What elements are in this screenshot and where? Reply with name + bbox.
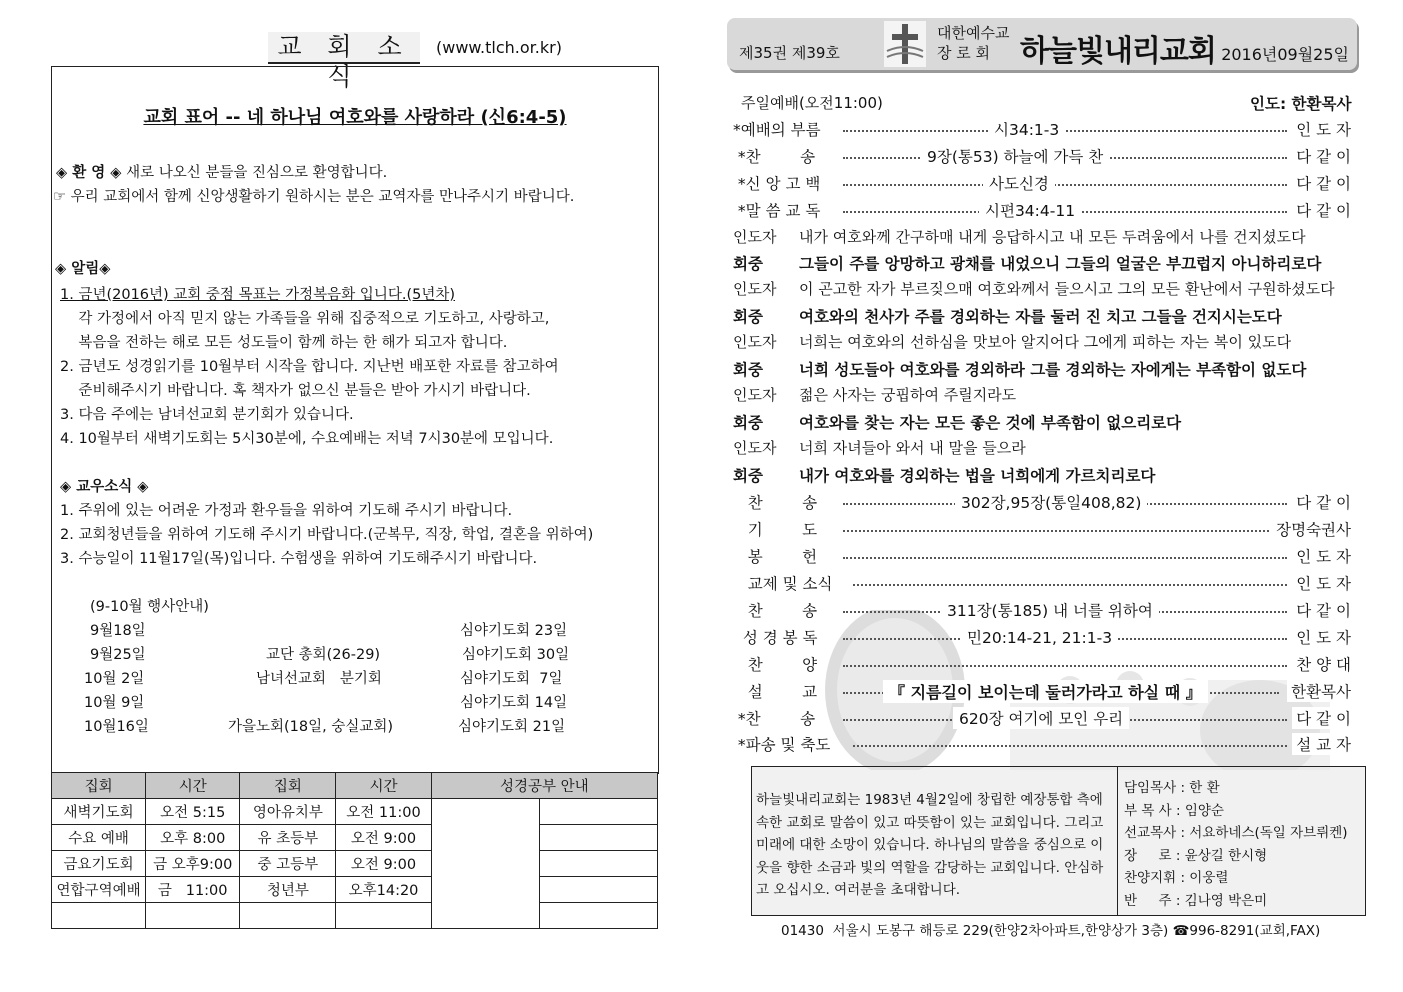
speaker: 인도자 (733, 280, 777, 298)
worship-order-item (733, 197, 1351, 223)
event-prayer: 심야기도회 30일 (462, 647, 570, 663)
bulletin-date: 2016년09월25일 (1221, 45, 1349, 64)
table-cell: 금 오후9:00 (146, 851, 240, 877)
events-heading: (9-10월 행사안내) (90, 599, 209, 615)
notice-line: 복음을 전하는 해로 모든 성도들이 함께 하는 한 해가 되고자 합니다. (60, 335, 508, 351)
church-address: 01430 서울시 도봉구 해등로 229(한양2차아파트,한양상가 3층) ☎996-8291(교회,FAX) (781, 923, 1321, 939)
event-prayer: 심야기도회 14일 (460, 695, 568, 711)
column-header: 성경공부 안내 (431, 773, 657, 799)
notice-line: 각 가정에서 아직 믿지 않는 가족들을 위해 집중적으로 기도하고, 사랑하고, (60, 311, 550, 327)
order-item-name: 성 경 봉 독 (733, 626, 822, 648)
reading-text: 너희 성도들아 여호와를 경외하라 그를 경외하는 자에게는 부족함이 없도다 (799, 361, 1307, 379)
responsive-reading-line (733, 305, 1282, 327)
bible-study-cell (539, 799, 657, 825)
speaker: 인도자 (733, 333, 777, 351)
worship-order-item (733, 678, 1351, 704)
order-item-detail: 사도신경 (983, 172, 1055, 194)
worship-order-item (733, 143, 1351, 169)
table-row (52, 903, 658, 929)
order-item-detail: 302장,95장(통일408,82) (955, 491, 1147, 513)
table-row (52, 851, 658, 877)
speaker: 인도자 (733, 439, 777, 457)
reading-text: 여호와의 천사가 주를 경외하는 자를 둘러 진 치고 그들을 건지시는도다 (799, 308, 1282, 326)
bible-study-cell (539, 877, 657, 903)
worship-title: 주일예배(오전11:00) (741, 94, 883, 112)
table-cell: 오전 11:00 (336, 799, 431, 825)
table-row (52, 877, 658, 903)
table-cell: 오전 9:00 (336, 825, 431, 851)
table-cell: 영아유치부 (240, 799, 336, 825)
order-item-detail: 311장(통185) 내 너를 위하여 (941, 599, 1159, 621)
table-header-row (52, 773, 658, 799)
speaker: 회중 (733, 361, 763, 379)
order-item-person: 다 같 이 (1292, 491, 1351, 513)
order-item-detail: 620장 여기에 모인 우리 (953, 707, 1129, 729)
table-cell: 청년부 (240, 877, 336, 903)
order-item-person: 장명숙권사 (1272, 518, 1351, 540)
reading-text: 여호와를 찾는 자는 모든 좋은 것에 부족함이 없으리로다 (799, 414, 1182, 432)
table-cell (240, 903, 336, 929)
table-cell: 새벽기도회 (52, 799, 146, 825)
event-date: 9월18일 (90, 623, 146, 639)
responsive-reading-line (733, 437, 1026, 458)
worship-order-item (733, 624, 1351, 650)
column-header: 시간 (146, 773, 240, 799)
event-name: 교단 총회(26-29) (266, 647, 381, 663)
reading-text: 너희는 여호와의 선하심을 맛보아 알지어다 그에게 피하는 자는 복이 있도다 (799, 333, 1292, 351)
member-news-line: 2. 교회청년들을 위하여 기도해 주시기 바랍니다.(군복무, 직장, 학업, 결혼을 위하여) (60, 527, 594, 543)
order-item-person: 인 도 자 (1292, 626, 1351, 648)
event-date: 9월25일 (90, 647, 146, 663)
bible-study-cell (539, 851, 657, 877)
speaker: 회중 (733, 414, 763, 432)
table-cell: 중 고등부 (240, 851, 336, 877)
responsive-reading-line (733, 278, 1335, 299)
order-item-name: 설 교 (733, 680, 821, 702)
worship-leader: 인도: 한환목사 (1250, 95, 1352, 113)
order-item-name: 찬 송 (733, 599, 821, 621)
notice-line: 1. 금년(2016년) 교회 중점 목표는 가정복음화 입니다.(5년차) (60, 287, 455, 303)
worship-order-item (733, 489, 1351, 515)
table-cell: 금요기도회 (52, 851, 146, 877)
order-item-person: 다 같 이 (1292, 599, 1351, 621)
order-item-name: 찬 송 (733, 491, 821, 513)
news-box (51, 66, 659, 774)
responsive-reading-line (733, 331, 1291, 352)
column-header: 시간 (336, 773, 431, 799)
table-cell: 오후 8:00 (146, 825, 240, 851)
reading-text: 젊은 사자는 궁핍하여 주릴지라도 (799, 386, 1017, 404)
order-item-person: 다 같 이 (1292, 172, 1351, 194)
denomination-line: 대한예수교 (937, 24, 1010, 42)
responsive-reading-line (733, 411, 1181, 433)
event-name: 남녀선교회 분기회 (256, 671, 382, 687)
notice-line: 3. 다음 주에는 남녀선교회 분기회가 있습니다. (60, 407, 354, 423)
table-cell: 오후14:20 (336, 877, 431, 903)
order-item-detail: 민20:14-21, 21:1-3 (961, 626, 1118, 648)
worship-order-item (733, 570, 1351, 596)
order-item-person: 인 도 자 (1292, 545, 1351, 567)
speaker: 인도자 (733, 386, 777, 404)
welcome-text: 새로 나오신 분들을 진심으로 환영합니다. (126, 165, 388, 181)
reading-text: 너희 자녀들아 와서 내 말을 들으라 (799, 439, 1026, 457)
volume-number: 제35권 제39호 (739, 44, 840, 62)
worship-order-item (733, 731, 1351, 757)
worship-order-item (733, 516, 1351, 542)
responsive-reading-line (733, 226, 1306, 247)
table-row (52, 825, 658, 851)
order-item-person: 다 같 이 (1292, 199, 1351, 221)
event-date: 10월 9일 (84, 695, 145, 711)
church-info-box (751, 766, 1366, 916)
event-prayer: 심야기도회 21일 (458, 719, 566, 735)
table-cell (52, 903, 146, 929)
responsive-reading-line (733, 464, 1155, 486)
table-cell: 유 초등부 (240, 825, 336, 851)
responsive-reading-line (733, 384, 1016, 405)
order-item-person: 한환목사 (1287, 680, 1351, 702)
welcome-note: ☞ 우리 교회에서 함께 신앙생활하기 원하시는 분은 교역자를 만나주시기 바랍니다. (53, 189, 575, 205)
event-date: 10월16일 (84, 719, 149, 735)
order-item-name: *예배의 부름 (733, 118, 825, 140)
order-item-name: 찬 양 (733, 653, 821, 675)
event-prayer: 심야기도회 23일 (460, 623, 568, 639)
church-name: 하늘빛내리교회 (1020, 34, 1216, 69)
order-item-name: *말 씀 교 독 (733, 199, 824, 221)
worship-order-item (733, 116, 1351, 142)
order-item-name: *파송 및 축도 (733, 733, 834, 755)
bible-study-cell (539, 825, 657, 851)
table-cell (146, 903, 240, 929)
event-prayer: 심야기도회 7일 (460, 671, 563, 687)
order-item-name: 봉 헌 (733, 545, 821, 567)
website-url[interactable]: (www.tlch.or.kr) (436, 38, 562, 57)
staff-entry: 반 주 : 김나영 박은미 (1124, 892, 1268, 909)
member-news-line: 1. 주위에 있는 어려운 가정과 환우들을 위하여 기도해 주시기 바랍니다. (60, 503, 513, 519)
member-news-line: 3. 수능일이 11월17일(목)입니다. 수험생을 위하여 기도해주시기 바랍니다. (60, 551, 538, 567)
worship-order-item (733, 597, 1351, 623)
notice-line: 4. 10월부터 새벽기도회는 5시30분에, 수요예배는 저녁 7시30분에 모입니다. (60, 431, 554, 447)
responsive-reading-line (733, 252, 1321, 274)
cross-logo-icon (884, 21, 926, 67)
staff-list (1124, 777, 1348, 912)
order-item-person: 인 도 자 (1292, 572, 1351, 594)
worship-order-item (733, 170, 1351, 196)
bible-study-cell (431, 799, 539, 929)
table-cell: 금 11:00 (146, 877, 240, 903)
church-introduction: 하늘빛내리교회는 1983년 4월2일에 창립한 예장통합 측에 속한 교회로 말씀이 있고 따뜻함이 있는 교회입니다. 그리고 미래에 대한 소망이 있습니다. 하나님의 말씀을 중심으로 이웃을 향한 소금과 빛의 역할을 감당하는 교회입니다. 안심하고 오십시오. 여러분을 초대합니다. (756, 792, 1104, 898)
event-name: 가을노회(18일, 숭실교회) (228, 719, 394, 735)
column-header: 집회 (52, 773, 146, 799)
bulletin-header (727, 18, 1357, 70)
worship-order-item (733, 543, 1351, 569)
order-item-detail: 9장(통53) 하늘에 가득 찬 (921, 145, 1109, 167)
order-item-name: 기 도 (733, 518, 821, 540)
reading-text: 그들이 주를 앙망하고 광채를 내었으니 그들의 얼굴은 부끄럽지 아니하리로다 (799, 255, 1322, 273)
table-cell: 오전 9:00 (336, 851, 431, 877)
order-item-name: *찬 송 (733, 145, 819, 167)
order-item-person: 인 도 자 (1292, 118, 1351, 140)
order-item-name: 교제 및 소식 (733, 572, 837, 594)
reading-text: 내가 여호와를 경외하는 법을 너희에게 가르치리로다 (799, 467, 1156, 485)
staff-entry: 찬양지휘 : 이웅렬 (1124, 870, 1229, 886)
speaker: 회중 (733, 255, 763, 273)
news-title: 교 회 소 식 (268, 32, 420, 64)
order-item-name: *찬 송 (733, 707, 819, 729)
welcome-line (56, 161, 387, 182)
order-item-name: *신 앙 고 백 (733, 172, 824, 194)
column-header: 집회 (240, 773, 336, 799)
event-date: 10월 2일 (84, 671, 145, 687)
church-motto: 교회 표어 -- 네 하나님 여호와를 사랑하라 (신6:4-5) (143, 107, 567, 128)
welcome-heading: ◈ 환 영 ◈ (56, 165, 122, 181)
speaker: 회중 (733, 467, 763, 485)
responsive-reading-line (733, 358, 1306, 380)
reading-text: 이 곤고한 자가 부르짖으매 여호와께서 들으시고 그의 모든 환난에서 구원하셨도다 (799, 280, 1335, 298)
bible-study-cell (539, 903, 657, 929)
reading-text: 내가 여호와께 간구하매 내게 응답하시고 내 모든 두려움에서 나를 건지셨도다 (799, 228, 1306, 246)
order-item-person: 설 교 자 (1292, 733, 1351, 755)
staff-entry: 장 로 : 윤상길 한시형 (1124, 847, 1268, 864)
order-item-person: 찬 양 대 (1292, 653, 1351, 675)
staff-entry: 부 목 사 : 임양순 (1124, 802, 1224, 819)
table-cell (336, 903, 431, 929)
worship-order-item (733, 705, 1351, 731)
denomination-line: 장 로 회 (937, 44, 991, 62)
table-cell: 오전 5:15 (146, 799, 240, 825)
order-item-detail: 시편34:4-11 (979, 199, 1081, 221)
speaker: 인도자 (733, 228, 777, 246)
member-news-heading: ◈ 교우소식 ◈ (60, 479, 149, 495)
table-cell: 연합구역예배 (52, 877, 146, 903)
sermon-title: 『 지름길이 보이는데 둘러가라고 하실 때 』 (883, 680, 1208, 703)
order-item-person: 다 같 이 (1292, 145, 1351, 167)
notice-line: 준비해주시기 바랍니다. 혹 책자가 없으신 분들은 받아 가시기 바랍니다. (60, 383, 531, 399)
meeting-schedule-table (51, 772, 658, 929)
staff-entry: 선교목사 : 서요하네스(독일 자브뤼켄) (1124, 825, 1348, 841)
table-row (52, 799, 658, 825)
order-item-detail: 시34:1-3 (988, 118, 1065, 140)
staff-entry: 담임목사 : 한 환 (1124, 780, 1220, 796)
speaker: 회중 (733, 308, 763, 326)
denomination (937, 23, 1009, 63)
order-item-person: 다 같 이 (1292, 707, 1351, 729)
table-cell: 수요 예배 (52, 825, 146, 851)
notice-line: 2. 금년도 성경읽기를 10월부터 시작을 합니다. 지난번 배포한 자료를 참고하여 (60, 359, 559, 375)
worship-order-item (733, 651, 1351, 677)
notice-heading: ◈ 알림◈ (55, 261, 111, 277)
